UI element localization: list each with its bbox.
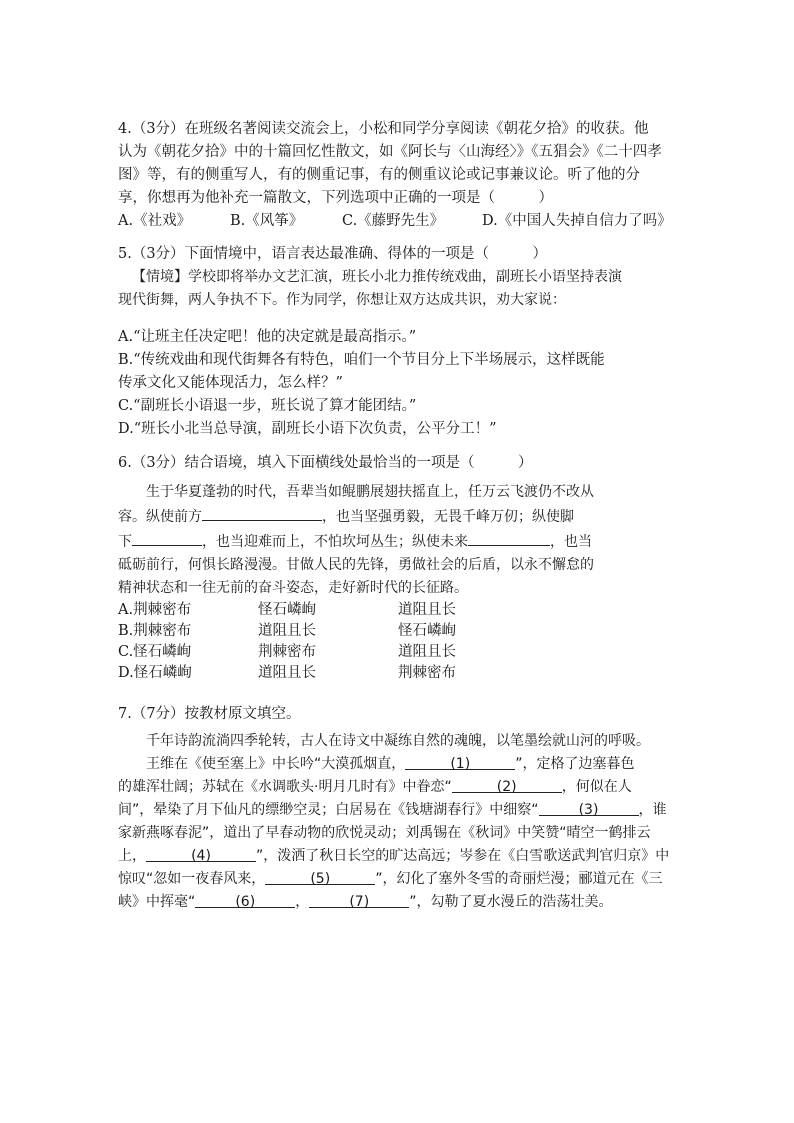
q7-blank-2[interactable]: (2) [452, 776, 562, 793]
q6-option-b-word-3: 怪石嶙峋 [398, 623, 456, 639]
q7-blank-4[interactable]: (4) [146, 845, 256, 862]
q4-line-1: 4.（3分）在班级名著阅读交流会上，小松和同学分享阅读《朝花夕拾》的收获。他 [118, 121, 649, 137]
q4-option-d[interactable]: D.《中国人失掉自信力了吗》 [482, 213, 672, 229]
q6-option-d-word-1: D.怪石嶙峋 [118, 665, 192, 681]
q6-option-d-word-3: 荆棘密布 [398, 665, 456, 681]
q6-text: 下 [118, 534, 132, 550]
q6-stem: 6.（3分）结合语境，填入下面横线处最恰当的一项是（ ） [118, 455, 533, 471]
q6-text: ，也当坚强勇毅，无畏千峰万仞；纵使脚 [322, 509, 574, 525]
q6-text: 容。纵使前方 [118, 509, 202, 525]
q7-stem: 7.（7分）按教材原文填空。 [118, 706, 301, 722]
q6-blank-2[interactable] [132, 529, 202, 546]
question-4 [118, 118, 678, 233]
q6-option-c-word-3: 道阻且长 [398, 644, 456, 660]
question-5 [118, 243, 678, 441]
q6-option-a-word-3: 道阻且长 [398, 602, 456, 618]
q7-text: ， [295, 894, 310, 910]
q6-passage-line-2 [118, 504, 678, 529]
q7-blank-7[interactable]: (7) [309, 891, 409, 908]
q6-option-a-word-2: 怪石嶙峋 [258, 602, 316, 618]
q7-intro: 千年诗韵流淌四季轮转，古人在诗文中凝练自然的魂魄，以笔墨绘就山河的呼吸。 [146, 733, 650, 749]
q7-blank-5[interactable]: (5) [265, 868, 375, 885]
q6-option-a-word-1: A.荆棘密布 [118, 602, 192, 618]
q5-option-b-line-2[interactable]: 传承文化又能体现活力，怎么样？” [118, 375, 343, 391]
q7-text: 的雄浑壮阔；苏轼在《水调歌头·明月几时有》中眷恋“ [118, 779, 452, 795]
q5-option-d[interactable]: D.“班长小北当总导演，副班长小语下次负责，公平分工！” [118, 421, 497, 437]
q6-option-c[interactable] [118, 642, 678, 663]
question-7 [118, 703, 678, 914]
q7-text: 王维在《使至塞上》中长吟“大漠孤烟直， [146, 756, 406, 772]
q7-text: 惊叹“忽如一夜春风来， [118, 871, 266, 887]
q7-line-3 [118, 799, 678, 822]
q5-option-a[interactable]: A.“让班主任决定吧！他的决定就是最高指示。” [118, 329, 417, 345]
q5-scenario-line-2: 现代街舞，两人争执不下。作为同学，你想让双方达成共识，劝大家说： [118, 292, 566, 308]
q6-text: ，也当 [550, 534, 592, 550]
q7-line-2 [118, 776, 678, 799]
q6-option-a[interactable] [118, 600, 678, 621]
q7-text: 上， [118, 848, 146, 864]
q7-line-6 [118, 868, 678, 891]
q7-text: 间”，晕染了月下仙凡的缥缈空灵；白居易在《钱塘湖春行》中细察“ [118, 802, 539, 818]
q6-passage-line-1: 生于华夏蓬勃的时代，吾辈当如鲲鹏展翅扶摇直上，任万云飞渡仍不改从 [146, 484, 594, 500]
q7-text: ”，幻化了塞外冬雪的奇丽烂漫；郦道元在《三 [375, 871, 663, 887]
q6-passage-line-3 [118, 529, 678, 554]
q7-text: ，谁 [638, 802, 667, 818]
q6-option-b-word-1: B.荆棘密布 [118, 623, 192, 639]
q4-options [118, 210, 678, 233]
q6-option-d-word-2: 道阻且长 [258, 665, 316, 681]
q4-option-c[interactable]: C.《藤野先生》 [342, 213, 445, 229]
q7-blank-1[interactable]: (1) [405, 753, 515, 770]
q5-option-c[interactable]: C.“副班长小语退一步，班长说了算才能团结。” [118, 398, 417, 414]
q7-line-1 [118, 753, 678, 776]
q7-blank-6[interactable]: (6) [195, 891, 295, 908]
q7-text: ”，泼洒了秋日长空的旷达高远；岑参在《白雪歌送武判官归京》中 [256, 848, 670, 864]
q5-stem: 5.（3分）下面情境中，语言表达最准确、得体的一项是（ ） [118, 246, 548, 262]
q6-option-b-word-2: 道阻且长 [258, 623, 316, 639]
q6-passage-line-4: 砥砺前行，何惧长路漫漫。甘做人民的先锋，勇做社会的后盾，以永不懈怠的 [118, 557, 594, 573]
q7-line-5 [118, 845, 678, 868]
q6-option-b[interactable] [118, 621, 678, 642]
q6-blank-3[interactable] [468, 529, 550, 546]
q7-line-7 [118, 891, 678, 914]
q7-text: ，何似在人 [561, 779, 632, 795]
q6-option-c-word-1: C.怪石嶙峋 [118, 644, 192, 660]
q4-option-b[interactable]: B.《风筝》 [230, 213, 304, 229]
q6-option-d[interactable] [118, 663, 678, 684]
q6-blank-1[interactable] [202, 504, 322, 521]
q4-line-3: 图》等，有的侧重写人，有的侧重记事，有的侧重议论或记事兼议论。听了他的分 [118, 167, 640, 183]
q5-option-b-line-1[interactable]: B.“传统戏曲和现代街舞各有特色，咱们一个节目分上下半场展示，这样既能 [118, 352, 605, 368]
q4-line-4: 享，你想再为他补充一篇散文，下列选项中正确的一项是（ ） [118, 190, 553, 206]
q7-blank-3[interactable]: (3) [539, 799, 639, 816]
q7-text: ”，定格了边塞暮色 [515, 756, 635, 772]
q6-option-c-word-2: 荆棘密布 [258, 644, 316, 660]
q4-line-2: 认为《朝花夕拾》中的十篇回忆性散文，如《阿长与〈山海经〉》《五猖会》《二十四孝 [118, 144, 662, 160]
q7-text: 峡》中挥毫“ [118, 894, 196, 910]
q4-option-a[interactable]: A.《社戏》 [118, 213, 192, 229]
q6-text: ，也当迎难而上，不怕坎坷丛生；纵使未来 [202, 534, 468, 550]
q6-passage-line-5: 精神状态和一往无前的奋斗姿态，走好新时代的长征路。 [118, 580, 468, 596]
question-6 [118, 452, 678, 684]
q7-line-4: 家新燕啄春泥”，道出了早春动物的欣悦灵动；刘禹锡在《秋词》中笑赞“晴空一鹤排云 [118, 825, 651, 841]
q5-scenario-line-1: 【情境】学校即将举办文艺汇演，班长小北力推传统戏曲，副班长小语坚持表演 [132, 269, 622, 285]
q7-text: ”，勾勒了夏水漫丘的浩荡壮美。 [409, 894, 613, 910]
